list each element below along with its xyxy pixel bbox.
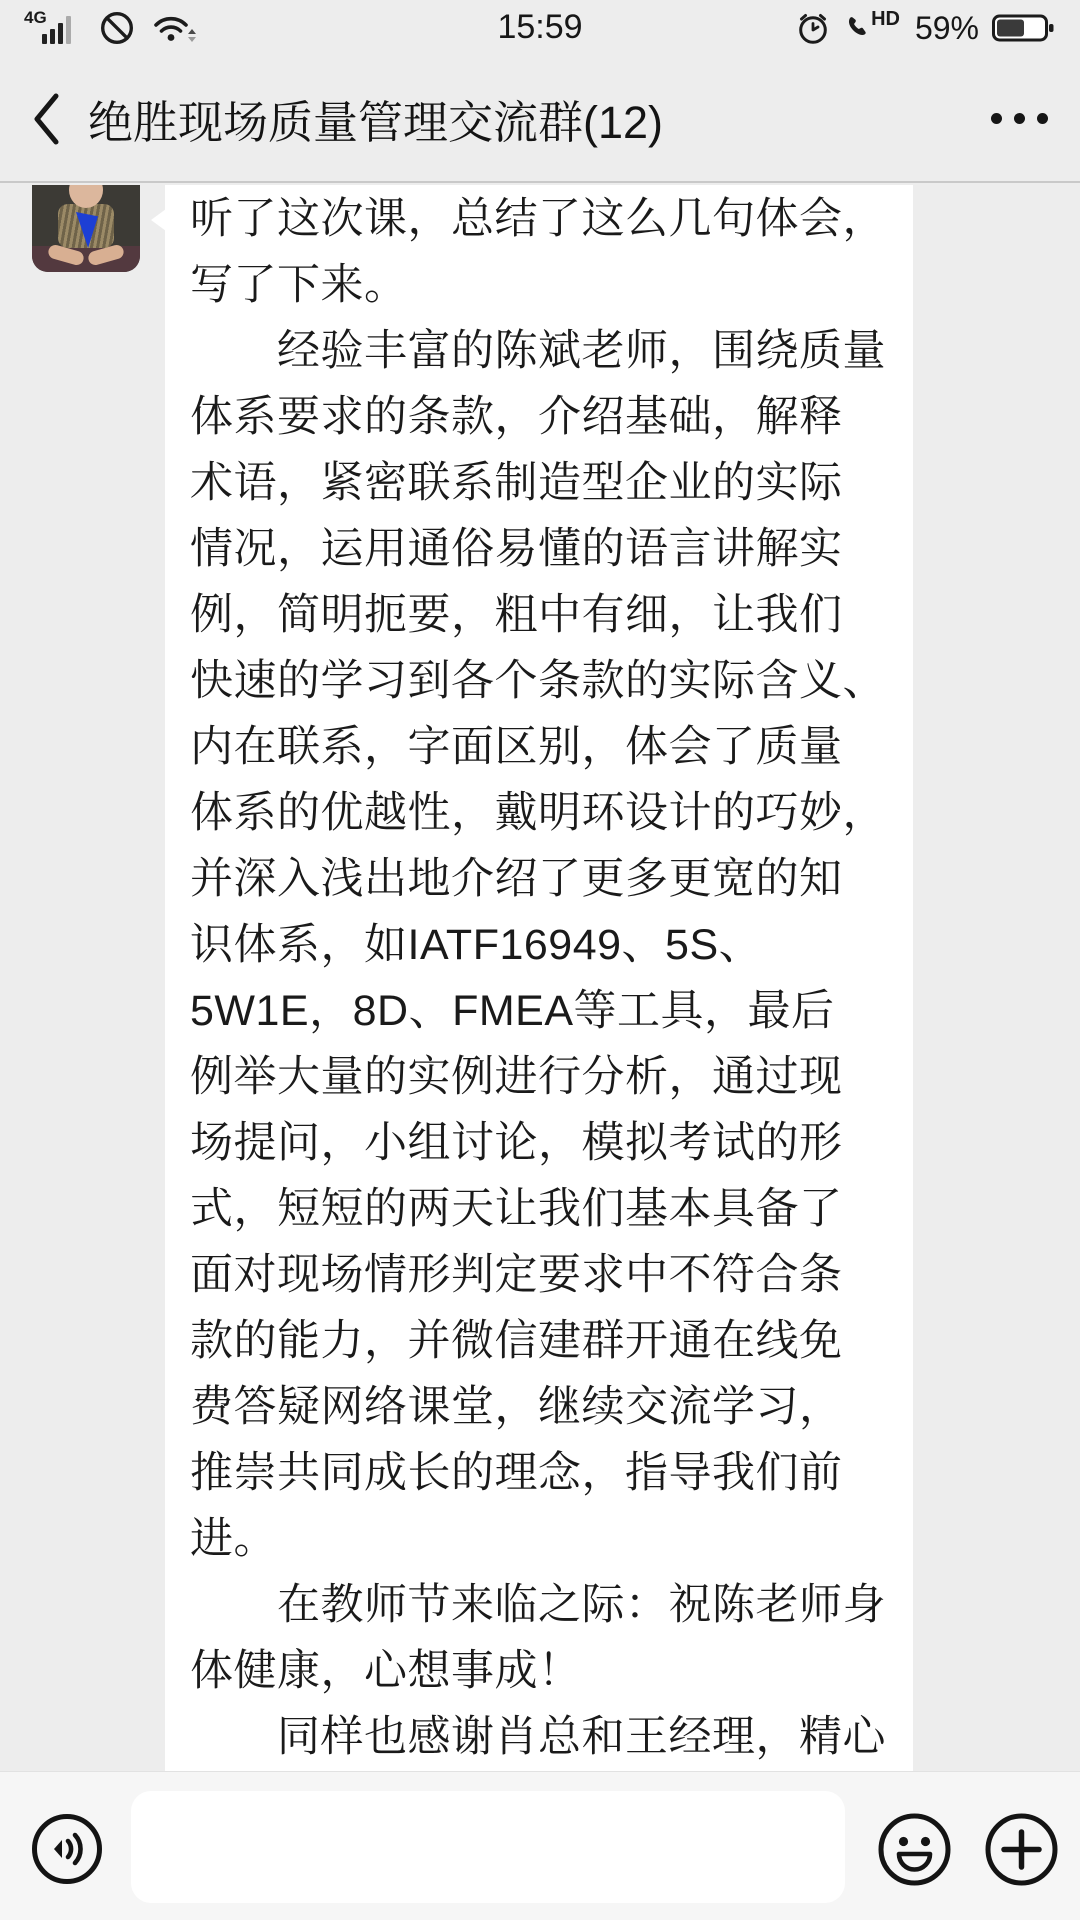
message-line: 体系要求的条款，介绍基础，解释 <box>190 393 843 441</box>
plus-button[interactable] <box>984 1812 1059 1887</box>
message-bubble[interactable] <box>165 185 913 1771</box>
status-right-group <box>796 10 1056 47</box>
message-line: 经验丰富的陈斌老师，围绕质量 <box>190 327 886 375</box>
dot-icon <box>1014 113 1025 124</box>
message-line: 式，短短的两天让我们基本具备了 <box>190 1185 843 1233</box>
bubble-tail <box>151 209 166 231</box>
message-line: 内在联系，字面区别，体会了质量 <box>190 723 843 771</box>
back-button[interactable] <box>30 91 62 147</box>
status-time: 15:59 <box>497 8 583 46</box>
message-line: 推崇共同成长的理念，指导我们前 <box>190 1449 843 1497</box>
message-text <box>190 186 887 1770</box>
message-line: 写了下来。 <box>190 261 408 309</box>
message-line: 听了这次课，总结了这么几句体会， <box>190 195 886 243</box>
message-line: 术语，紧密联系制造型企业的实际 <box>190 459 843 507</box>
message-line: 体系的优越性，戴明环设计的巧妙， <box>190 789 886 837</box>
nav-bar <box>0 56 1080 183</box>
wifi-icon <box>152 11 198 45</box>
sender-avatar[interactable] <box>32 185 140 272</box>
network-type-label: 4G <box>24 8 47 27</box>
message-line: 快速的学习到各个条款的实际含义、 <box>190 657 886 705</box>
message-line: 在教师节来临之际：祝陈老师身 <box>190 1581 886 1629</box>
battery-icon <box>992 13 1056 43</box>
message-line: 5W1E，8D、FMEA等工具，最后 <box>190 987 835 1035</box>
message-line: 费答疑网络课堂，继续交流学习， <box>190 1383 843 1431</box>
do-not-disturb-icon <box>99 10 135 46</box>
message-line: 场提问，小组讨论，模拟考试的形 <box>190 1119 843 1167</box>
message-line: 面对现场情形判定要求中不符合条 <box>190 1251 843 1299</box>
chat-area <box>0 185 1080 1771</box>
dot-icon <box>991 113 1002 124</box>
hd-label: HD <box>871 8 900 30</box>
more-menu-button[interactable] <box>991 103 1048 134</box>
alarm-clock-icon <box>796 10 830 46</box>
status-bar <box>0 0 1080 56</box>
message-line: 识体系，如IATF16949、5S、 <box>190 921 763 969</box>
message-line: 同样也感谢肖总和王经理，精心 <box>190 1713 886 1761</box>
message-line: 体健康，心想事成！ <box>190 1647 582 1695</box>
message-line: 并深入浅出地介绍了更多更宽的知 <box>190 855 843 903</box>
signal-4g-icon <box>24 6 82 50</box>
message-line: 进。 <box>190 1515 277 1563</box>
battery-percent: 59% <box>914 9 979 46</box>
message-line: 情况，运用通俗易懂的语言讲解实 <box>190 525 843 573</box>
message-input[interactable] <box>131 1791 845 1903</box>
hd-call-icon <box>843 8 902 44</box>
dot-icon <box>1037 113 1048 124</box>
status-left-group <box>24 6 198 50</box>
message-line: 款的能力，并微信建群开通在线免 <box>190 1317 843 1365</box>
input-bar <box>0 1771 1080 1920</box>
phone-handset-icon <box>843 12 873 44</box>
message-line: 例举大量的实例进行分析，通过现 <box>190 1053 843 1101</box>
emoji-button[interactable] <box>877 1812 952 1887</box>
message-line: 例，简明扼要，粗中有细，让我们 <box>190 591 843 639</box>
chat-title: 绝胜现场质量管理交流群(12) <box>88 97 664 148</box>
voice-button[interactable] <box>30 1812 104 1886</box>
